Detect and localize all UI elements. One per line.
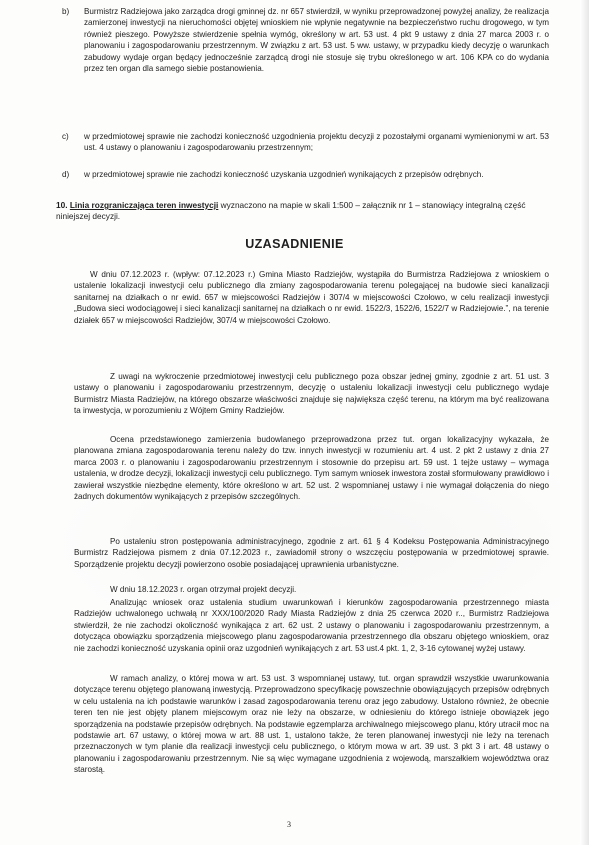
list-label-d: d) (62, 170, 70, 179)
list-item-c: w przedmiotowej sprawie nie zachodzi konieczność uzgodnienia projektu decyzji z pozostałymi organami wymienionymi w art. 53 ust. 4 ustawy o planowaniu i zagospodarowaniu przestrzennym; (84, 132, 549, 153)
paragraph-4: Po ustaleniu stron postępowania administracyjnego, zgodnie z art. 61 § 4 Kodeksu Postępowania Administracyjnego Burmistrz Radziejowa pismem z dnia 07.12.2023 r., zawiadomił strony o wszczęciu postępowania w przedmiotowej sprawie. Sporządzenie projektu decyzji powierzono osobie posiadającej uprawnienia urbanistyczne. (74, 537, 549, 569)
paragraph-1: W dniu 07.12.2023 r. (wpływ: 07.12.2023 r.) Gmina Miasto Radziejów, wystąpiła do Burmistrza Radziejowa z wnioskiem o ustalenie lokalizacji inwestycji celu publicznego dla zmiany zagospodarowania terenu polegającej na budowie sieci kanalizacji sanitarnej na działkach o nr ewid. 657 w miejscowości Radziejów i 307/4 w miejscowości Czołowo, w celu realizacji inwestycji „Budowa sieci wodociągowej i sieci kanalizacji sanitarnej na działkach o nr ewid. 1522/3, 1522/6, 1522/7 w Radziejowie.”, na terenie działek 657 w miejscowości Radziejów, 307/4 w miejscowości Czołowo. (74, 270, 549, 325)
item-10-text: wyznaczono na mapie w skali 1:500 – załącznik nr 1 – stanowiący integralną część niniejszej decyzji. (56, 200, 526, 222)
page-number: 3 (287, 820, 291, 829)
section-heading: UZASADNIENIE (245, 237, 344, 251)
paragraph-6: Analizując wniosek oraz ustalenia studium uwarunkowań i kierunków zagospodarowania przestrzennego miasta Radziejów uchwalonego uchwałą nr XXX/100/2020 Rady Miasta Radziejów z dnia 25 czerwca 2020 r.., Burmistrz Radziejowa stwierdził, że nie zachodzi okoliczność wynikająca z art. 62 ust. 2 ustawy o planowaniu i zagospodarowaniu przestrzennym, a dotycząca obowiązku sporządzenia miejscowego planu zagospodarowania przestrzennego dla obszaru objętego wnioskiem, oraz nie zachodzi konieczność uzyskania opinii oraz uzgodnień wynikających z art. 53 ust.4 pkt. 1, 2, 3-16 cytowanej wyżej ustawy. (74, 598, 549, 653)
paragraph-7: W ramach analizy, o której mowa w art. 53 ust. 3 wspomnianej ustawy, tut. organ sprawdził wszystkie uwarunkowania dotyczące terenu objętego planowaną inwestycją. Przeprowadzono specyfikację powszechnie obowiązujących przepisów odrębnych w celu ustalenia na ich podstawie warunków i zasad zagospodarowania terenu oraz jego zabudowy. Ustalono również, że obecnie teren ten nie jest objęty planem miejscowym oraz nie leży na obszarze, w odniesieniu do którego istnieje obowiązek jego sporządzenia na podstawie przepisów odrębnych. Na podstawie egzemplarza archiwalnego miejscowego planu, który utracił moc na podstawie art. 67 ustawy, o której mowa w art. 88 ust. 1, ustalono także, że teren planowanej inwestycji nie leży na terenach przeznaczonych w tym planie dla realizacji inwestycji celu publicznego, o którym mowa w art. 39 ust. 3 pkt 3 i art. 48 ustawy o planowaniu i zagospodarowaniu przestrzennym. Nie są więc wymagane uzgodnienia z wojewodą, marszałkiem województwa oraz starostą. (74, 674, 549, 775)
list-item-d: w przedmiotowej sprawie nie zachodzi konieczność uzyskania uzgodnień wynikających z przepisów odrębnych. (84, 170, 484, 179)
page-edge-shadow (580, 0, 589, 845)
paragraph-2: Z uwagi na wykroczenie przedmiotowej inwestycji celu publicznego poza obszar jednej gminy, zgodnie z art. 51 ust. 3 ustawy o planowaniu i zagospodarowaniu przestrzennym, decyzję o ustaleniu lokalizacji inwestycji celu publicznego wydaje Burmistrz Miasta Radziejów, na którego obszarze właściwości znajduje się największa część terenu, na którym ma być realizowana ta inwestycja, w porozumieniu z Wójtem Gminy Radziejów. (74, 372, 549, 416)
item-10-number: 10. (56, 200, 68, 210)
item-10-link-text: Linia rozgraniczająca teren inwestycji (69, 200, 219, 210)
list-label-b: b) (62, 7, 70, 16)
list-label-c: c) (62, 132, 69, 141)
list-item-b: Burmistrz Radziejowa jako zarządca drogi gminnej dz. nr 657 stwierdził, w wyniku przeprowadzonej powyżej analizy, że realizacja zamierzonej inwestycji na nieruchomości objętej wnioskiem nie wpłynie negatywnie na bezpieczeństwo ruchu drogowego, w tym również pieszego. Powyższe stwierdzenie spełnia wymóg, określony w art. 53 ust. 4 pkt 9 ustawy z dnia 27 marca 2003 r. o planowaniu i zagospodarowaniu przestrzennym. W związku z art. 53 ust. 5 ww. ustawy, w przypadku kiedy decyzję o warunkach zabudowy wydaje organ będący jednocześnie zarządcą drogi nie stosuje się trybu określonego w art. 106 KPA co do wydania przez ten organ dla samego siebie postanowienia. (84, 7, 549, 74)
paragraph-5: W dniu 18.12.2023 r. organ otrzymał projekt decyzji. (110, 585, 297, 594)
item-10 (56, 200, 548, 223)
paragraph-3: Ocena przedstawionego zamierzenia budowlanego przeprowadzona przez tut. organ lokalizacyjny wykazała, że planowana zmiana zagospodarowania terenu należy do tzw. innych inwestycji w rozumieniu art. 4 ust. 2 pkt 2 ustawy z dnia 27 marca 2003 r. o planowaniu i zagospodarowaniu przestrzennym i stosownie do przepisu art. 59 ust. 1 tejże ustawy – wymaga ustalenia, w drodze decyzji, lokalizacji inwestycji celu publicznego. Tym samym wniosek inwestora został sformułowany prawidłowo i zawierał wszystkie niezbędne elementy, które określono w art. 52 ust. 2 wspomnianej ustawy i nie wymagał dołączenia do niego żadnych dokumentów wynikających z przepisów szczególnych. (74, 435, 549, 502)
